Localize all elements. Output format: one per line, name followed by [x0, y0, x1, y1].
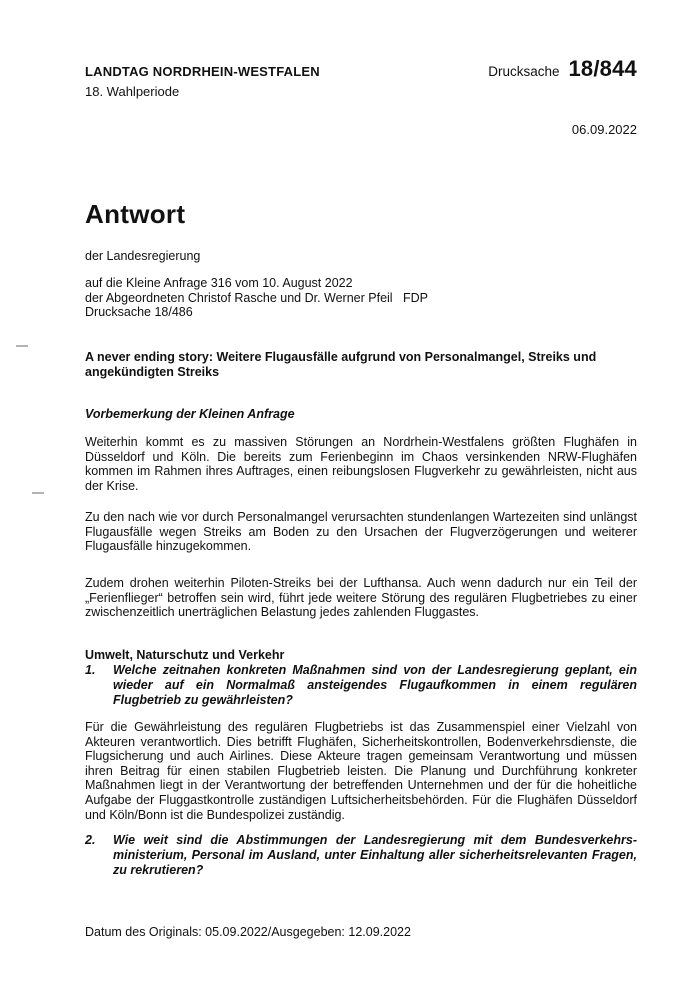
- reference-line: der Abgeordneten Christof Rasche und Dr. Werner Pfeil FDP: [85, 290, 428, 305]
- reference-line: auf die Kleine Anfrage 316 vom 10. August 2022: [85, 276, 353, 290]
- section-heading: Umwelt, Naturschutz und Verkehr: [85, 648, 285, 662]
- preliminary-remark-heading: Vorbemerkung der Kleinen Anfrage: [85, 407, 295, 421]
- reference-line: Drucksache 18/486: [85, 305, 193, 320]
- fold-mark: [32, 492, 44, 494]
- paragraph: Zudem drohen weiterhin Piloten-Streiks bei der Lufthansa. Auch wenn dadurch nur ein Teil der „Ferienflieger“ betroffen sein wird, führt jede weitere Störung des regulären Flugbetriebes zu einer zwischenzeitlich unerträglichen Belastung jedes zahlenden Fluggastes.: [85, 576, 637, 620]
- document-date: 06.09.2022: [571, 122, 637, 137]
- question-number: 2.: [85, 833, 96, 847]
- subject-line: A never ending story: Weitere Flugausfälle aufgrund von Personalmangel, Streiks und angekündigten Streiks: [85, 350, 597, 379]
- header-left: [85, 62, 320, 102]
- paragraph: Weiterhin kommt es zu massiven Störungen an Nordrhein-Westfalens größten Flughäfen in Düsseldorf und Köln. Die bereits zum Ferienbeginn im Chaos versinkenden NRW-Flughäfen kommen im Rahmen ihres Auftrages, einen reibungslosen Flugverkehr zu gewährleisten, nicht aus der Krise.: [85, 435, 637, 493]
- header-right: [488, 56, 637, 82]
- question-number: 1.: [85, 663, 96, 677]
- question-text: Wie weit sind die Abstimmungen der Landesregierung mit dem Bundesverkehrsministerium, Personal im Ausland, unter Einhaltung aller sicherheitsrelevanten Fragen, zu rekrutieren?: [113, 833, 637, 877]
- question-item: [85, 833, 637, 878]
- paragraph: Zu den nach wie vor durch Personalmangel verursachten stundenlangen Wartezeiten sind unlängst Flugausfälle wegen Streiks am Boden zu den Ursachen der Flugverzögerungen und weiterer Flugausfälle hinzugekommen.: [85, 510, 637, 554]
- reference-block: [85, 276, 428, 320]
- institution-name: LANDTAG NORDRHEIN-WESTFALEN: [85, 64, 320, 79]
- footer-date-line: Datum des Originals: 05.09.2022/Ausgegeben: 12.09.2022: [85, 925, 411, 939]
- question-item: [85, 663, 637, 708]
- drucksache-label: Drucksache: [488, 64, 560, 79]
- drucksache-number: 18/844: [568, 56, 637, 81]
- question-text: Welche zeitnahen konkreten Maßnahmen sind von der Landesregierung geplant, ein wieder auf ein Normalmaß ansteigendes Flugaufkommen in einem regulären Flugbetrieb zu gewährleisten?: [113, 663, 637, 707]
- document-title: Antwort: [85, 199, 186, 229]
- legislative-period: 18. Wahlperiode: [85, 84, 180, 99]
- document-subtitle: der Landesregierung: [85, 249, 201, 263]
- fold-mark: [16, 345, 28, 347]
- answer-paragraph: Für die Gewährleistung des regulären Flugbetriebs ist das Zusammenspiel einer Vielzahl von Akteuren verantwortlich. Dies betrifft Flughäfen, Sicherheitskontrollen, Bodenverkehrsdienste, die Flugsicherung und auch Airlines. Diese Akteure tragen gemeinsam Verantwortung und müssen ihren Beitrag für einen stabilen Flugbetrieb leisten. Die Planung und Durchführung konkreter Maßnahmen liegt in der Verantwortung der betreffenden Unternehmen und der für die hoheitliche Aufgabe der Fluggastkontrolle zuständigen Luftsicherheitsbehörden. Für die Flughäfen Düsseldorf und Köln/Bonn ist die Bundespolizei zuständig.: [85, 720, 637, 822]
